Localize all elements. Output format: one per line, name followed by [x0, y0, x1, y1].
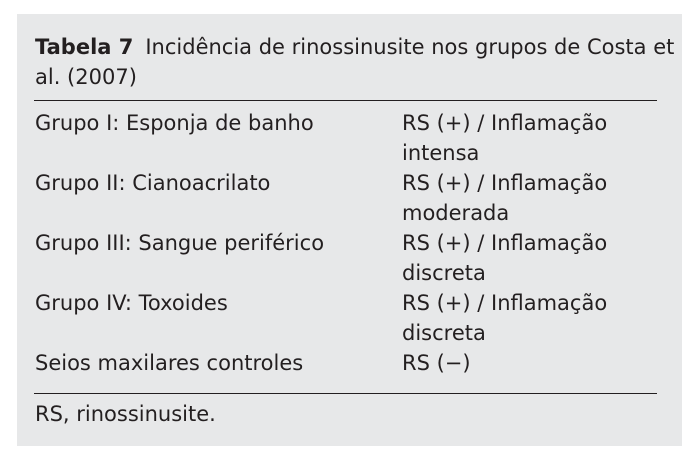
- result-cell: [402, 228, 642, 288]
- table-label: Tabela 7: [35, 35, 134, 59]
- table-caption: [35, 32, 675, 92]
- bottom-rule: [34, 393, 657, 394]
- result-line: intensa: [402, 141, 480, 165]
- table-row: [35, 228, 675, 288]
- table-panel: [17, 14, 682, 446]
- group-cell: Seios maxilares controles: [35, 351, 304, 375]
- result-line: moderada: [402, 201, 510, 225]
- result-line: RS (+) / Inflamação: [402, 231, 608, 255]
- result-cell: [402, 348, 642, 378]
- group-cell: Grupo IV: Toxoides: [35, 291, 228, 315]
- result-line: RS (−): [402, 351, 471, 375]
- result-cell: [402, 108, 642, 168]
- table-body: [35, 108, 675, 378]
- table-row: [35, 348, 675, 378]
- result-line: RS (+) / Inflamação: [402, 171, 608, 195]
- top-rule: [34, 100, 657, 101]
- group-cell: Grupo III: Sangue periférico: [35, 231, 325, 255]
- table-row: [35, 168, 675, 228]
- result-line: discreta: [402, 321, 486, 345]
- table-title: Incidência de rinossinusite nos grupos de Costa et al. (2007): [35, 35, 675, 89]
- result-line: RS (+) / Inflamação: [402, 291, 608, 315]
- result-cell: [402, 288, 642, 348]
- result-cell: [402, 168, 642, 228]
- table-row: [35, 288, 675, 348]
- group-cell: Grupo I: Esponja de banho: [35, 111, 314, 135]
- result-line: RS (+) / Inflamação: [402, 111, 608, 135]
- result-line: discreta: [402, 261, 486, 285]
- table-footnote: RS, rinossinusite.: [35, 402, 216, 426]
- group-cell: Grupo II: Cianoacrilato: [35, 171, 271, 195]
- table-row: [35, 108, 675, 168]
